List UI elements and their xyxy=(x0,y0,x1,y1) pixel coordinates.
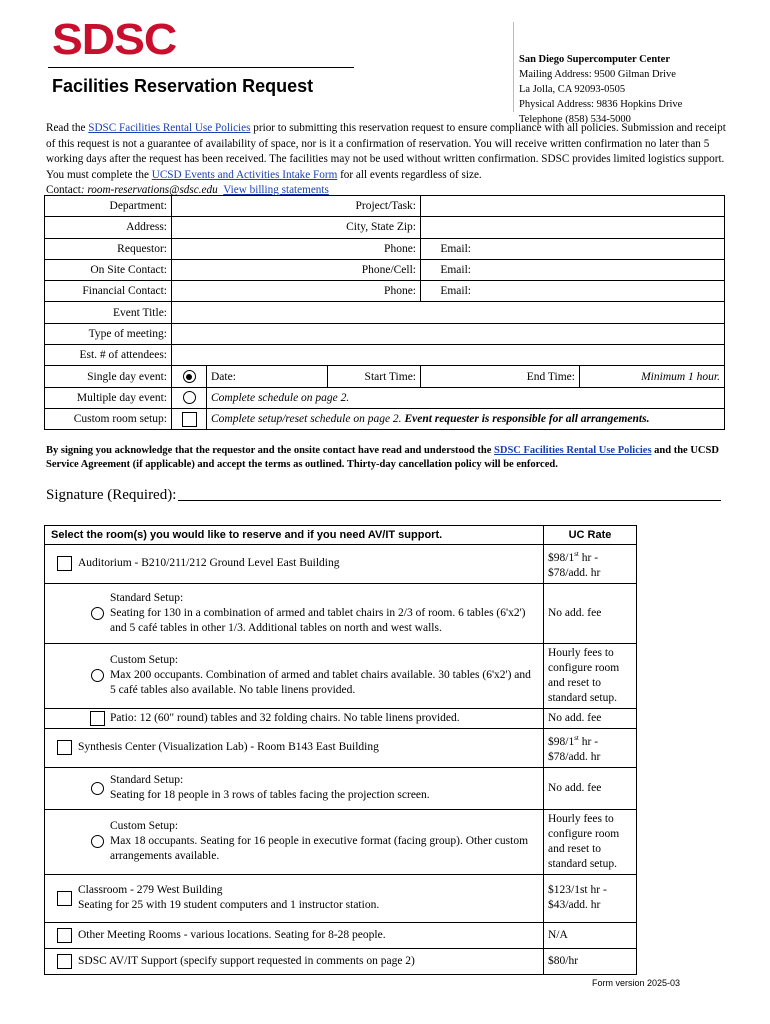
acknowledgement xyxy=(46,444,736,472)
syn-standard-desc: Seating for 18 people in 3 rows of tables facing the projection screen. xyxy=(110,789,430,802)
auditorium-rate-a: $98/1 xyxy=(548,551,575,564)
synthesis-rate-a: $98/1 xyxy=(548,735,575,748)
multiple-day-note: Complete schedule on page 2. xyxy=(207,387,725,408)
synthesis-checkbox[interactable] xyxy=(57,740,72,755)
syn-custom-row[interactable] xyxy=(45,809,544,874)
classroom-row[interactable] xyxy=(45,874,544,922)
other-rooms-checkbox[interactable] xyxy=(57,928,72,943)
patio-checkbox[interactable] xyxy=(90,711,105,726)
custom-setup-label: Custom room setup: xyxy=(45,408,172,429)
auditorium-rate-b: hr - $78/add. hr xyxy=(548,551,601,579)
custom-setup-note xyxy=(207,408,725,429)
billing-link[interactable]: View billing statements xyxy=(223,184,329,196)
aud-custom-radio[interactable] xyxy=(91,669,104,682)
syn-custom-title: Custom Setup: xyxy=(110,820,179,833)
avit-rate: $80/hr xyxy=(544,948,637,974)
request-info-table xyxy=(44,195,725,430)
form-version: Form version 2025-03 xyxy=(591,978,680,988)
avit-label: SDSC AV/IT Support (specify support requested in comments on page 2) xyxy=(78,954,415,967)
requestor-label: Requestor: xyxy=(45,238,172,259)
patio-label: Patio: 12 (60" round) tables and 32 folding chairs. No table linens provided. xyxy=(110,711,460,724)
date-field[interactable]: Date: xyxy=(207,366,328,387)
synthesis-label: Synthesis Center (Visualization Lab) - Room B143 East Building xyxy=(78,741,379,754)
ack-policy-link[interactable]: SDSC Facilities Rental Use Policies xyxy=(494,445,652,456)
requestor-phone-field[interactable]: Phone: xyxy=(172,238,421,259)
rate-header: UC Rate xyxy=(544,526,637,545)
meeting-type-input[interactable] xyxy=(172,323,725,344)
patio-rate: No add. fee xyxy=(544,708,637,728)
patio-row[interactable] xyxy=(45,708,544,728)
contact-email: : room-reservations@sdsc.edu xyxy=(80,184,218,196)
start-time-field[interactable]: Start Time: xyxy=(328,366,421,387)
attendees-input[interactable] xyxy=(172,345,725,366)
syn-custom-desc: Max 18 occupants. Seating for 16 people in executive format (facing group). Other custom arrangements available. xyxy=(110,835,529,863)
financial-phone-field[interactable]: Phone: xyxy=(172,281,421,302)
classroom-desc: Seating for 25 with 19 student computers and 1 instructor station. xyxy=(78,899,380,912)
syn-custom-rate: Hourly fees to configure room and reset to standard setup. xyxy=(544,809,637,874)
onsite-email-field[interactable] xyxy=(421,259,725,280)
financial-email-label: Email: xyxy=(440,285,471,298)
other-rooms-rate: N/A xyxy=(544,922,637,948)
single-day-radio[interactable] xyxy=(183,370,196,383)
onsite-phone-field[interactable]: Phone/Cell: xyxy=(172,259,421,280)
auditorium-rate xyxy=(544,545,637,584)
financial-contact-label: Financial Contact: xyxy=(45,281,172,302)
syn-standard-rate: No add. fee xyxy=(544,767,637,809)
requestor-email-label: Email: xyxy=(440,242,471,255)
aud-standard-radio[interactable] xyxy=(91,607,104,620)
physical-address: Physical Address: 9836 Hopkins Drive xyxy=(519,99,683,110)
project-task-input[interactable] xyxy=(421,196,725,217)
custom-setup-note-text: Complete setup/reset schedule on page 2. xyxy=(211,413,402,426)
intro-text-1: Read the xyxy=(46,122,89,134)
signature-label: Signature (Required): xyxy=(46,487,177,503)
syn-standard-row[interactable] xyxy=(45,767,544,809)
custom-setup-note-bold: Event requester is responsible for all arrangements. xyxy=(401,413,650,426)
onsite-contact-label: On Site Contact: xyxy=(45,259,172,280)
intro-text-3: for all events regardless of size. xyxy=(337,168,482,181)
ack-text-1: By signing you acknowledge that the requestor and the onsite contact have read and understood the xyxy=(46,445,495,456)
aud-custom-desc: Max 200 occupants. Combination of armed and tablet chairs available. 30 tables (6'x2') and 5 café tables also available. No table linens provided. xyxy=(110,669,531,697)
address-block xyxy=(519,52,682,127)
city-state-zip-input[interactable] xyxy=(421,217,725,238)
intake-form-link[interactable]: UCSD Events and Activities Intake Form xyxy=(151,168,338,181)
sdsc-logo: SDSC xyxy=(52,15,177,64)
avit-row[interactable] xyxy=(45,948,544,974)
synthesis-rate-b: hr - $78/add. hr xyxy=(548,735,601,763)
event-title-input[interactable] xyxy=(172,302,725,323)
financial-email-field[interactable] xyxy=(421,281,725,302)
project-task-field[interactable]: Project/Task: xyxy=(172,196,421,217)
rooms-header: Select the room(s) you would like to reserve and if you need AV/IT support. xyxy=(45,526,544,545)
rooms-table xyxy=(44,525,637,975)
auditorium-checkbox[interactable] xyxy=(57,556,72,571)
onsite-email-label: Email: xyxy=(440,264,471,277)
event-title-label: Event Title: xyxy=(45,302,172,323)
synthesis-row[interactable] xyxy=(45,728,544,767)
single-day-radio-cell[interactable] xyxy=(172,366,207,387)
synthesis-rate xyxy=(544,728,637,767)
aud-custom-title: Custom Setup: xyxy=(110,654,179,667)
avit-checkbox[interactable] xyxy=(57,954,72,969)
signature-line[interactable] xyxy=(178,500,721,501)
auditorium-rate-sup: st xyxy=(574,550,579,558)
title-rule xyxy=(48,67,354,68)
custom-setup-checkbox-cell[interactable] xyxy=(172,408,207,429)
syn-custom-radio[interactable] xyxy=(91,835,104,848)
aud-custom-rate: Hourly fees to configure room and reset to standard setup. xyxy=(544,643,637,708)
multiple-day-radio-cell[interactable] xyxy=(172,387,207,408)
rental-policy-link[interactable]: SDSC Facilities Rental Use Policies xyxy=(88,122,251,134)
classroom-rate: $123/1st hr - $43/add. hr xyxy=(544,874,637,922)
telephone: Telephone (858) 534-5000 xyxy=(519,114,631,125)
page-title: Facilities Reservation Request xyxy=(52,76,314,96)
ack-text-2: and the UCSD Service Agreement (if applicable) and accept the terms as outlined. Thirty-day cancellation policy will be enforced. xyxy=(46,445,719,470)
department-label: Department: xyxy=(45,196,172,217)
synthesis-rate-sup: st xyxy=(574,733,579,742)
other-rooms-label: Other Meeting Rooms - various locations. Seating for 8-28 people. xyxy=(78,928,386,941)
aud-standard-desc: Seating for 130 in a combination of armed and tablet chairs in 2/3 of room. 6 tables (6'x2') and 5 café tables in other 1/3. Additional tables on north and west walls. xyxy=(110,606,526,634)
intro-text-2: prior to submitting this reservation request to ensure compliance with all policies. Submission and receipt of this request is not a guarantee of availability of space, nor is it a confirmation of reservation. You will receive written confirmation no later than 5 working days after the request has been received. The facilities may not be used without written confirmation. SDSC provides limited logistics support. You must complete the xyxy=(46,122,726,181)
syn-standard-title: Standard Setup: xyxy=(110,774,184,787)
org-name: San Diego Supercomputer Center xyxy=(519,54,670,65)
multiple-day-radio[interactable] xyxy=(183,391,196,404)
aud-custom-row[interactable] xyxy=(45,643,544,708)
classroom-title: Classroom - 279 West Building xyxy=(78,884,223,897)
minimum-hour-note: Minimum 1 hour. xyxy=(580,366,725,387)
city-address: La Jolla, CA 92093-0505 xyxy=(519,84,626,95)
meeting-type-label: Type of meeting: xyxy=(45,323,172,344)
single-day-label: Single day event: xyxy=(45,366,172,387)
auditorium-row[interactable] xyxy=(45,545,544,584)
mailing-address: Mailing Address: 9500 Gilman Drive xyxy=(519,69,676,80)
aud-standard-row[interactable] xyxy=(45,583,544,643)
multiple-day-label: Multiple day event: xyxy=(45,387,172,408)
header-divider xyxy=(513,22,514,112)
aud-standard-title: Standard Setup: xyxy=(110,591,184,604)
auditorium-label: Auditorium - B210/211/212 Ground Level East Building xyxy=(78,557,340,570)
address-label: Address: xyxy=(45,217,172,238)
other-rooms-row[interactable] xyxy=(45,922,544,948)
syn-standard-radio[interactable] xyxy=(91,782,104,795)
requestor-email-field[interactable] xyxy=(421,238,725,259)
attendees-label: Est. # of attendees: xyxy=(45,345,172,366)
custom-setup-checkbox[interactable] xyxy=(182,412,197,427)
city-state-zip-field[interactable]: City, State Zip: xyxy=(172,217,421,238)
classroom-checkbox[interactable] xyxy=(57,891,72,906)
end-time-field[interactable]: End Time: xyxy=(421,366,580,387)
aud-standard-rate: No add. fee xyxy=(544,583,637,643)
intro-paragraph xyxy=(46,121,736,199)
contact-label: Contact xyxy=(46,184,81,196)
